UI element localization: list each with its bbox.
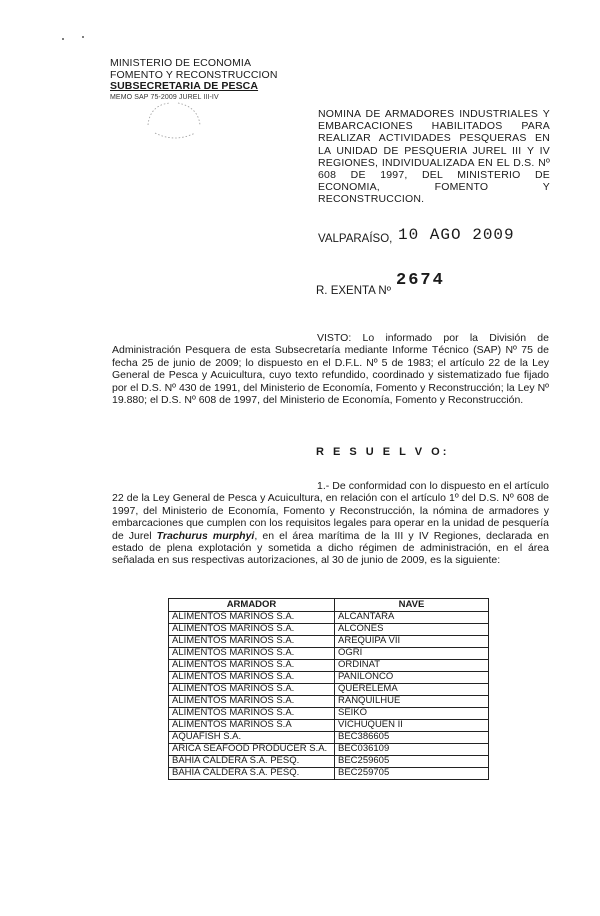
visto-paragraph	[112, 332, 549, 406]
nave-cell: PANILONCO	[335, 672, 489, 684]
paragraph-1-part2: , en el área marítima de la III y IV Regiones, declarada en estado de plena explotación y sometida a dicho régimen de administración, en el área señalada en sus respectivas autorizaciones, al 30 de junio de 2009, es la siguiente:	[112, 529, 550, 567]
armador-cell: BAHIA CALDERA S.A. PESQ.	[169, 756, 335, 768]
memo-reference: MEMO SAP 75-2009 JUREL III-IV	[110, 93, 219, 101]
header-nave: NAVE	[335, 599, 489, 612]
date-stamp: 10 AGO 2009	[398, 226, 515, 244]
armador-cell: ALIMENTOS MARINOS S.A.	[169, 612, 335, 624]
paragraph-1-text	[112, 480, 549, 567]
scan-speck	[62, 38, 64, 40]
nave-cell: RANQUILHUE	[335, 696, 489, 708]
armador-cell: ALIMENTOS MARINOS S.A.	[169, 684, 335, 696]
table-row	[169, 660, 489, 672]
armador-cell: ALIMENTOS MARINOS S.A.	[169, 636, 335, 648]
nave-cell: BEC259705	[335, 768, 489, 780]
letterhead-ministry-2: FOMENTO Y RECONSTRUCCION	[110, 68, 278, 81]
table-row	[169, 756, 489, 768]
seal-stamp	[140, 95, 210, 145]
nave-cell: BEC386605	[335, 732, 489, 744]
nave-cell: OGRI	[335, 648, 489, 660]
armador-cell: ALIMENTOS MARINOS S.A.	[169, 708, 335, 720]
table-row	[169, 636, 489, 648]
resuelvo-heading: R E S U E L V O:	[316, 446, 450, 458]
table-row	[169, 612, 489, 624]
scan-speck	[82, 36, 84, 38]
table-header-row	[169, 599, 489, 612]
table-row	[169, 708, 489, 720]
table-row	[169, 696, 489, 708]
table-row	[169, 624, 489, 636]
table-row	[169, 768, 489, 780]
nave-cell: ALCANTARA	[335, 612, 489, 624]
table-row	[169, 648, 489, 660]
paragraph-1	[112, 480, 549, 567]
nave-cell: VICHUQUEN II	[335, 720, 489, 732]
table-row	[169, 744, 489, 756]
visto-text: VISTO: Lo informado por la División de Administración Pesquera de esta Subsecretaría mediante Informe Técnico (SAP) Nº 75 de fecha 25 de junio de 2009; lo dispuesto en el D.F.L. Nº 5 de 1983; el artículo 22 de la Ley General de Pesca y Acuicultura, cuyo texto refundido, coordinado y sistematizado fue fijado por el D.S. Nº 430 de 1991, del Ministerio de Economía, Fomento y Reconstrucción; la Ley Nº 19.880; el D.S. Nº 608 de 1997, del Ministerio de Economía, Fomento y Reconstrucción.	[112, 332, 549, 407]
letterhead-ministry: MINISTERIO DE ECONOMIA	[110, 57, 252, 69]
armador-cell: BAHIA CALDERA S.A. PESQ.	[169, 768, 335, 780]
nave-cell: AREQUIPA VII	[335, 636, 489, 648]
table-row	[169, 732, 489, 744]
armador-cell: ALIMENTOS MARINOS S.A.	[169, 624, 335, 636]
nave-cell: ALCONES	[335, 624, 489, 636]
letterhead-subsecretaria: SUBSECRETARIA DE PESCA	[110, 80, 259, 92]
nave-cell: SEIKO	[335, 708, 489, 720]
header-armador: ARMADOR	[169, 599, 335, 612]
paragraph-1-part1: 1.- De conformidad con lo dispuesto en el artículo 22 de la Ley General de Pesca y Acuicultura, en relación con el artículo 1º del D.S. Nº 608 de 1997, del Ministerio de Economía, Fomento y Reconstrucción, la nómina de armadores y embarcaciones que cumplen con los requisitos legales para operar en la unidad de pesquería de Jurel	[112, 480, 549, 542]
nave-cell: BEC259605	[335, 756, 489, 768]
table-row	[169, 720, 489, 732]
table-row	[169, 684, 489, 696]
armador-cell: ARICA SEAFOOD PRODUCER S.A.	[169, 744, 335, 756]
armador-cell: ALIMENTOS MARINOS S.A.	[169, 672, 335, 684]
vessel-table	[168, 598, 489, 780]
species-name: Trachurus murphyi	[156, 529, 255, 542]
resolution-number: 2674	[396, 271, 445, 290]
armador-cell: ALIMENTOS MARINOS S.A.	[169, 660, 335, 672]
armador-cell: ALIMENTOS MARINOS S.A	[169, 720, 335, 732]
table-row	[169, 672, 489, 684]
resolution-label: R. EXENTA Nº	[316, 285, 391, 297]
armador-cell: AQUAFISH S.A.	[169, 732, 335, 744]
armador-cell: ALIMENTOS MARINOS S.A.	[169, 696, 335, 708]
nave-cell: ORDINAT	[335, 660, 489, 672]
place: VALPARAÍSO,	[318, 233, 393, 245]
armador-cell: ALIMENTOS MARINOS S.A.	[169, 648, 335, 660]
document-title: NOMINA DE ARMADORES INDUSTRIALES Y EMBARCACIONES HABILITADOS PARA REALIZAR ACTIVIDADES PESQUERAS EN LA UNIDAD DE PESQUERIA JUREL III Y IV REGIONES, INDIVIDUALIZADA EN EL D.S. Nº 608 DE 1997, DEL MINISTERIO DE ECONOMIA, FOMENTO Y RECONSTRUCCION.	[318, 108, 550, 206]
nave-cell: BEC036109	[335, 744, 489, 756]
nave-cell: QUERELEMA	[335, 684, 489, 696]
